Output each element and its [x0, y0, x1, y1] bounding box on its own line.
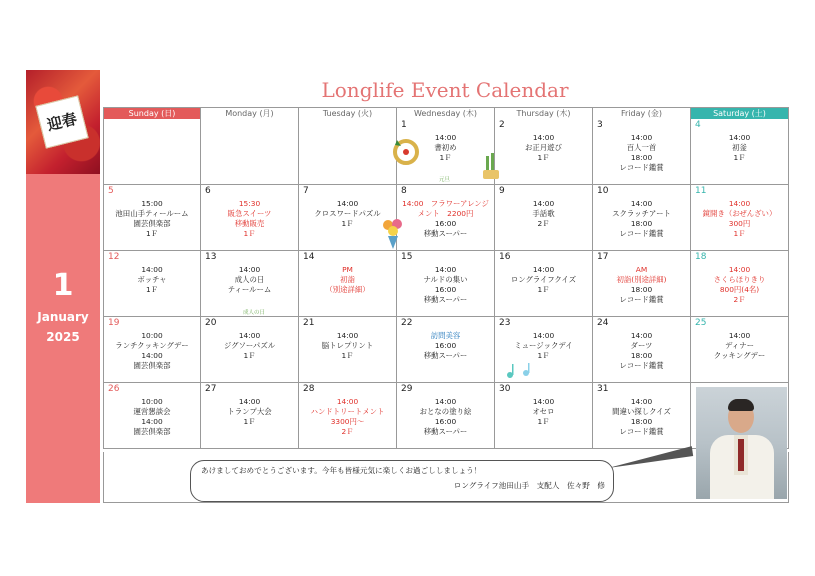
event-line: 14:00 — [141, 417, 163, 426]
day-number: 28 — [303, 384, 315, 394]
event-line: ランチクッキングデー — [115, 341, 189, 350]
day-cell — [201, 119, 299, 185]
event-line: 1Ｆ — [733, 153, 746, 162]
event-line: 運営懇談会 — [133, 407, 171, 416]
event-line: 16:00 — [434, 285, 457, 294]
event-line: 14:00 — [336, 331, 359, 340]
event-line: 18:00 — [630, 285, 653, 294]
event-line: 14:00 — [532, 133, 555, 142]
event-line: 鏡開き（おぜんざい） — [702, 209, 777, 218]
event-line: 1Ｆ — [145, 285, 159, 294]
weekday-header-thursday: Thursday (木) — [495, 107, 593, 119]
day-events — [397, 265, 494, 305]
event-line: トランプ大会 — [227, 407, 272, 416]
day-cell — [397, 383, 495, 449]
event-line: 1Ｆ — [537, 153, 550, 162]
day-number: 26 — [108, 384, 120, 394]
day-events — [299, 331, 396, 361]
event-line: 1Ｆ — [537, 285, 550, 294]
day-cell — [397, 185, 495, 251]
day-events — [397, 199, 494, 239]
day-events — [495, 199, 592, 229]
day-events — [495, 265, 592, 295]
event-line: 脳トレプリント — [321, 341, 374, 350]
event-line: 移動スーパー — [423, 351, 468, 360]
new-year-photo — [26, 70, 100, 174]
day-events — [691, 199, 788, 239]
event-line: 14:00 — [728, 199, 751, 208]
day-events — [691, 133, 788, 163]
event-line: 池田山手ティールーム — [115, 209, 189, 218]
day-cell — [397, 251, 495, 317]
page-title: Longlife Event Calendar — [321, 78, 569, 102]
event-line: 14:00 フラワーアレンジ — [402, 199, 489, 208]
event-line: 移動スーパー — [423, 427, 468, 436]
weekday-header-saturday: Saturday (土) — [691, 107, 789, 119]
event-line: ジグソーパズル — [223, 341, 276, 350]
day-cell — [103, 119, 201, 185]
event-line: 1Ｆ — [243, 351, 256, 360]
event-line: レコード鑑賞 — [619, 229, 664, 238]
event-line: ハンドトリートメント — [310, 407, 385, 416]
day-number: 15 — [401, 252, 413, 262]
day-number: 14 — [303, 252, 315, 262]
day-events — [593, 199, 690, 239]
event-line: 移動販売 — [234, 219, 265, 228]
day-number: 29 — [401, 384, 413, 394]
kadomatsu-icon — [480, 150, 502, 180]
day-events — [691, 265, 788, 305]
event-line: 1Ｆ — [537, 417, 550, 426]
event-line: おとなの塗り絵 — [419, 407, 472, 416]
day-number: 13 — [205, 252, 217, 262]
event-line: 書初め — [434, 143, 457, 152]
sidebar-month: January — [37, 310, 89, 324]
event-line: （別途詳細） — [325, 285, 370, 294]
day-events — [593, 397, 690, 437]
day-number: 31 — [597, 384, 609, 394]
day-cell — [299, 383, 397, 449]
day-number: 2 — [499, 120, 505, 130]
event-line: 1Ｆ — [145, 229, 159, 238]
day-number: 23 — [499, 318, 511, 328]
greeting-signature: ロングライフ池田山手 支配人 佐々野 修 — [453, 481, 605, 490]
event-line: 16:00 — [434, 341, 457, 350]
calendar-week-row — [103, 317, 789, 383]
day-number: 4 — [695, 120, 701, 130]
event-line: 14:00 — [238, 265, 261, 274]
day-events — [104, 331, 200, 371]
event-line: 1Ｆ — [341, 219, 354, 228]
event-line: 間違い探しクイズ — [612, 407, 671, 416]
day-events — [495, 133, 592, 163]
day-events — [397, 397, 494, 437]
event-line: 1Ｆ — [341, 351, 354, 360]
day-cell — [397, 317, 495, 383]
event-line: クロスワードパズル — [314, 209, 381, 218]
day-number: 12 — [108, 252, 120, 262]
day-cell — [103, 317, 201, 383]
event-line: ロングライフクイズ — [510, 275, 577, 284]
day-events — [691, 331, 788, 361]
weekday-header-monday: Monday (月) — [201, 107, 299, 119]
event-line: 15:30 — [238, 199, 261, 208]
day-cell — [593, 251, 691, 317]
event-line: 14:00 — [728, 265, 751, 274]
day-events — [104, 199, 200, 239]
day-events — [299, 265, 396, 295]
event-line: 300円 — [728, 219, 751, 228]
event-line: 18:00 — [630, 417, 653, 426]
day-cell — [593, 185, 691, 251]
event-line: レコード鑑賞 — [619, 163, 664, 172]
event-line: 18:00 — [630, 219, 653, 228]
day-cell — [691, 185, 789, 251]
day-cell — [691, 317, 789, 383]
event-line: 園芸倶楽部 — [133, 427, 171, 436]
day-number: 6 — [205, 186, 211, 196]
calendar-weeks — [103, 119, 789, 449]
calendar-week-row — [103, 185, 789, 251]
event-line: 18:00 — [630, 153, 653, 162]
event-line: 14:00 — [238, 331, 261, 340]
event-line: 800円(4名) — [719, 285, 760, 294]
event-line: 1Ｆ — [733, 229, 746, 238]
event-line: 14:00 — [141, 265, 163, 274]
event-line: お正月遊び — [525, 143, 562, 152]
calendar-week-row — [103, 251, 789, 317]
event-line: 14:00 — [336, 199, 359, 208]
day-number: 3 — [597, 120, 603, 130]
event-line: レコード鑑賞 — [619, 361, 664, 370]
day-events — [299, 397, 396, 437]
sidebar-date-panel — [26, 70, 100, 503]
weekday-header-row — [103, 107, 789, 119]
day-cell — [495, 119, 593, 185]
event-line: 15:00 — [141, 199, 163, 208]
day-cell — [593, 119, 691, 185]
day-cell — [691, 251, 789, 317]
day-number: 20 — [205, 318, 217, 328]
day-cell — [201, 383, 299, 449]
day-cell — [593, 383, 691, 449]
event-line: 14:00 — [630, 133, 653, 142]
event-line: 販急スイーツ — [227, 209, 272, 218]
event-line: 14:00 — [532, 397, 555, 406]
day-number: 24 — [597, 318, 609, 328]
day-number: 10 — [597, 186, 609, 196]
event-line: オセロ — [532, 407, 555, 416]
day-number: 22 — [401, 318, 413, 328]
flower-bouquet-icon — [378, 216, 408, 250]
event-line: 14:00 — [728, 133, 751, 142]
event-line: レコード鑑賞 — [619, 295, 664, 304]
day-number: 27 — [205, 384, 217, 394]
day-events — [495, 397, 592, 427]
event-line: 16:00 — [434, 219, 457, 228]
event-line: 14:00 — [532, 265, 555, 274]
music-notes-icon — [504, 362, 538, 380]
day-cell — [495, 185, 593, 251]
geishun-card: 迎春 — [35, 95, 88, 148]
weekday-header-sunday: Sunday (日) — [103, 107, 201, 119]
day-number: 25 — [695, 318, 707, 328]
day-events — [104, 265, 200, 295]
day-cell — [495, 383, 593, 449]
event-line: スクラッチアート — [612, 209, 671, 218]
event-line: 2Ｆ — [537, 219, 550, 228]
event-line: 10:00 — [141, 397, 163, 406]
event-line: 14:00 — [630, 199, 653, 208]
event-line: レコード鑑賞 — [619, 427, 664, 436]
greeting-message: あけましておめでとうございます。今年も皆様元気に楽しくお過ごししましょう！ — [201, 466, 482, 475]
event-line: 1Ｆ — [243, 229, 256, 238]
day-cell — [495, 251, 593, 317]
event-line: 14:00 — [434, 265, 457, 274]
event-line: 成人の日 — [234, 275, 265, 284]
event-line: AM — [635, 265, 648, 274]
day-number: 21 — [303, 318, 315, 328]
event-line: 1Ｆ — [439, 153, 452, 162]
day-events — [593, 133, 690, 173]
event-line: メント 2200円 — [417, 209, 474, 218]
event-line: 14:00 — [630, 331, 653, 340]
day-cell — [691, 119, 789, 185]
day-cell — [593, 317, 691, 383]
sidebar-year: 2025 — [46, 330, 80, 344]
event-line: 百人一首 — [626, 143, 657, 152]
day-number: 18 — [695, 252, 707, 262]
greeting-speech-bubble — [190, 460, 614, 502]
sidebar-day: 1 — [52, 268, 74, 303]
day-number: 16 — [499, 252, 511, 262]
event-line: 14:00 — [434, 397, 457, 406]
day-events — [104, 397, 200, 437]
day-number: 9 — [499, 186, 505, 196]
day-cell — [299, 119, 397, 185]
day-number: 5 — [108, 186, 114, 196]
event-line: 初詣(別途詳細) — [616, 275, 667, 284]
event-line: ダーツ — [630, 341, 653, 350]
event-line: ナルドの集い — [423, 275, 468, 284]
day-events — [495, 331, 592, 361]
event-line: 1Ｆ — [243, 417, 256, 426]
day-events — [201, 199, 298, 239]
event-line: 14:00 — [532, 331, 555, 340]
day-number: 30 — [499, 384, 511, 394]
event-line: さくらほりきり — [713, 275, 766, 284]
event-line: 手話歌 — [532, 209, 555, 218]
day-number: 1 — [401, 120, 407, 130]
day-events — [593, 265, 690, 305]
day-events — [201, 397, 298, 427]
event-line: 3300円～ — [330, 417, 365, 426]
weekday-header-tuesday: Tuesday (火) — [299, 107, 397, 119]
event-line: ボッチャ — [137, 275, 167, 284]
event-line: 14:00 — [238, 397, 261, 406]
day-cell — [201, 185, 299, 251]
day-number: 7 — [303, 186, 309, 196]
calendar-week-row — [103, 383, 789, 449]
event-line: 16:00 — [434, 417, 457, 426]
event-line: 園芸倶楽部 — [133, 219, 171, 228]
event-line: ミュージックデイ — [514, 341, 573, 350]
day-cell — [299, 251, 397, 317]
weekday-header-wednesday: Wednesday (木) — [397, 107, 495, 119]
event-line: PM — [342, 265, 353, 274]
day-cell — [103, 251, 201, 317]
event-line: 14:00 — [630, 397, 653, 406]
event-line: 14:00 — [728, 331, 751, 340]
day-cell — [103, 185, 201, 251]
day-note: 成人の日 — [243, 310, 266, 316]
day-note: 元旦 — [439, 177, 451, 183]
day-number: 17 — [597, 252, 609, 262]
event-line: ティールーム — [227, 285, 272, 294]
event-line: 14:00 — [141, 351, 163, 360]
event-line: 初釜 — [732, 143, 747, 152]
calendar-grid — [103, 107, 789, 449]
day-events — [201, 265, 298, 295]
day-number: 11 — [695, 186, 707, 196]
event-line: 1Ｆ — [537, 351, 550, 360]
event-line: ディナー — [725, 341, 754, 350]
day-number: 8 — [401, 186, 407, 196]
day-number: 19 — [108, 318, 120, 328]
event-line: 園芸倶楽部 — [133, 361, 171, 370]
weekday-header-friday: Friday (金) — [593, 107, 691, 119]
event-line: 2Ｆ — [341, 427, 354, 436]
day-cell — [201, 317, 299, 383]
calendar-week-row — [103, 119, 789, 185]
day-events — [593, 331, 690, 371]
event-line: 初詣 — [340, 275, 355, 284]
event-line: 14:00 — [532, 199, 555, 208]
event-line: 14:00 — [434, 133, 457, 142]
manager-portrait — [696, 387, 787, 499]
day-events — [201, 331, 298, 361]
event-line: 18:00 — [630, 351, 653, 360]
event-line: 移動スーパー — [423, 229, 468, 238]
day-cell — [201, 251, 299, 317]
event-line: 移動スーパー — [423, 295, 468, 304]
wreath-decoration-icon — [389, 134, 423, 168]
event-line: クッキングデー — [713, 351, 766, 360]
day-cell — [299, 317, 397, 383]
event-line: 2Ｆ — [733, 295, 746, 304]
day-cell — [103, 383, 201, 449]
day-events — [397, 331, 494, 361]
event-line: 14:00 — [336, 397, 359, 406]
event-line: 10:00 — [141, 331, 163, 340]
event-line: 訪問美容 — [430, 331, 461, 340]
